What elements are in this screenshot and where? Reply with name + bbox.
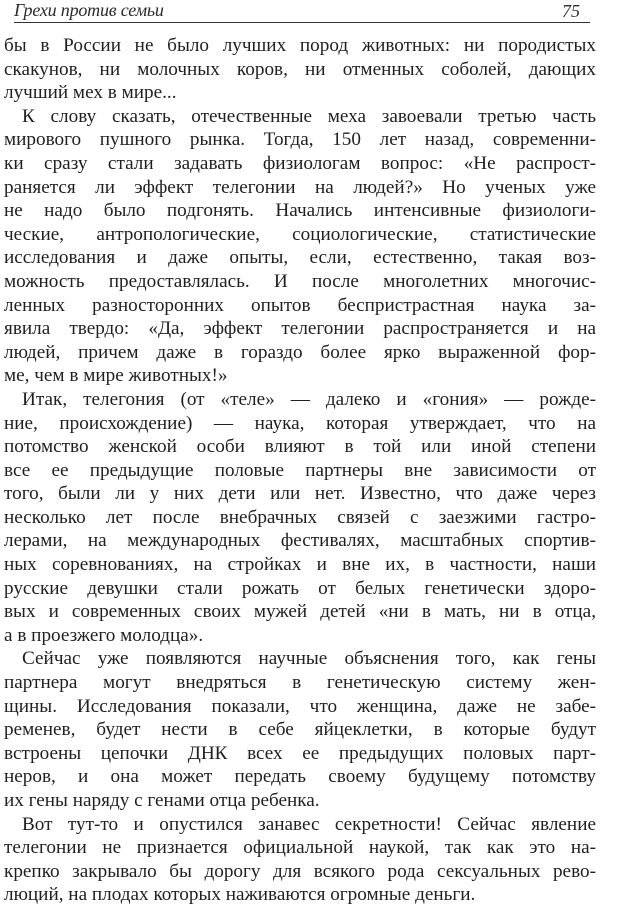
text-line: телегонии не признается официальной наукой, так как это на-	[4, 837, 596, 859]
text-line: их гены наряду с генами отца ребенка.	[4, 790, 320, 811]
text-line: неров, и она может передать своему будущему потомству	[4, 766, 596, 788]
text-line: потомство женской особи влияют в той или иной степени	[4, 436, 596, 458]
text-line: крепко закрывало бы дорогу для всякого рода сексуальных рево-	[4, 860, 596, 882]
page-header	[14, 0, 590, 23]
text-line: ческие, антропологические, социологические, статистические	[4, 223, 596, 245]
text-line: Итак, телегония (от «теле» — далеко и «гония» — рожде-	[22, 388, 596, 410]
text-line: исследования и даже опыты, если, естественно, такая воз-	[4, 247, 596, 269]
text-line: партнера могут внедряться в генетическую систему жен-	[4, 672, 596, 694]
text-line: лерами, на международных фестивалях, масштабных спортив-	[4, 530, 596, 552]
text-line: Сейчас уже появляются научные объяснения того, как гены	[22, 648, 596, 670]
text-line: несколько лет после внебрачных связей с заезжими гастро-	[4, 506, 596, 528]
text-line: все ее предыдущие половые партнеры вне зависимости от	[4, 459, 596, 481]
text-line: ленных разносторонних опытов беспристрастная наука за-	[4, 294, 596, 316]
text-line: мирового пушного рынка. Тогда, 150 лет назад, современни-	[4, 129, 596, 151]
text-line: К слову сказать, отечественные меха завоевали третью часть	[22, 105, 596, 127]
body-text	[4, 34, 596, 907]
text-line: лучший мех в мире...	[4, 82, 177, 104]
text-line: можность предоставлялась. И после многолетних многочис-	[4, 270, 596, 292]
text-line: скакунов, ни молочных коров, ни отменных соболей, дающих	[4, 58, 596, 80]
text-line: явила твердо: «Да, эффект телегонии распространяется и на	[4, 318, 596, 340]
text-line: ременев, будет нести в себе яйцеклетки, в которые будут	[4, 719, 596, 741]
page-number: 75	[562, 1, 580, 21]
text-line: ние, происхождение) — наука, которая утверждает, что на	[4, 412, 596, 434]
text-line: вых и современных своих мужей детей «ни в мать, ни в отца,	[4, 601, 596, 623]
text-line: ки сразу стали задавать физиологам вопрос: «Не распрост-	[4, 152, 596, 174]
text-line: бы в России не было лучших пород животных: ни породистых	[4, 35, 596, 56]
text-line: люций, на плодах которых наживаются огромные деньги.	[4, 884, 476, 906]
text-line: встроены цепочки ДНК всех ее предыдущих половых парт-	[4, 742, 596, 764]
text-line: ных соревнованиях, на стройках и вне их, в частности, наши	[4, 554, 596, 576]
text-line: того, были ли у них дети или нет. Известно, что даже через	[4, 483, 596, 505]
text-line: раняется ли эффект телегонии на людей?» Но ученых уже	[4, 176, 596, 198]
text-line: а в проезжего молодца».	[4, 624, 204, 646]
text-line: людей, причем даже в гораздо более ярко выраженной фор-	[4, 341, 596, 363]
text-line: щины. Исследования показали, что женщина, даже не забе-	[4, 695, 596, 717]
text-line: ме, чем в мире животных!»	[4, 365, 228, 387]
text-line: Вот тут-то и опустился занавес секретности! Сейчас явление	[22, 813, 596, 835]
text-line: не надо было подгонять. Начались интенсивные физиологи-	[4, 200, 596, 222]
running-title: Грехи против семьи	[14, 0, 164, 20]
text-line: русские девушки стали рожать от белых генетически здоро-	[4, 577, 596, 599]
